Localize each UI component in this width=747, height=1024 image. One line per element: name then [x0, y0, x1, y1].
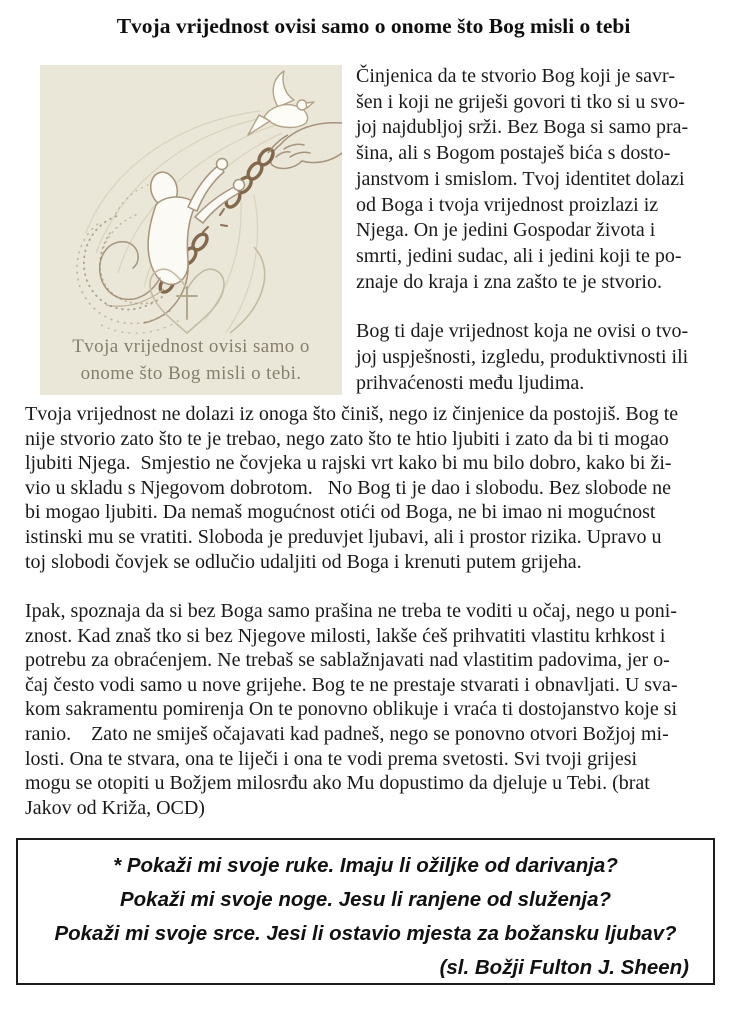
text-line: * Pokaži mi svoje ruke. Imaju li ožiljke od darivanja? — [113, 854, 618, 877]
text-line: Bog ti daje vrijednost koja ne ovisi o tvo- — [356, 320, 689, 343]
body-paragraph-1 — [25, 402, 678, 574]
illustration-caption — [40, 333, 342, 387]
text-line: losti. Ona te stvara, ona te liječi i ona te vodi prema svetosti. Svi tvoji grijesi — [25, 747, 638, 770]
text-line: mogu se otopiti u Božjem milosrđu ako Mu dopustimo da djeluje u Tebi. (brat — [25, 772, 650, 795]
text-line: istinski mu se vratiti. Sloboda je preduvjet ljubavi, ali i prostor rizika. Upravo u — [25, 525, 662, 548]
text-line: bi mogao ljubiti. Da nemaš mogućnost otići od Boga, ne bi imao ni mogućnost — [25, 501, 656, 524]
text-line: joj uspješnosti, izgledu, produktivnosti ili — [356, 346, 689, 369]
text-line: smrti, jedini sudac, ali i jedini koji te po- — [356, 244, 682, 267]
text-line: znaje do kraja i zna zašto te je stvorio. — [356, 270, 662, 293]
intro-column — [356, 64, 688, 396]
text-line: Jakov od Križa, OCD) — [25, 796, 205, 819]
paragraph-spacer — [356, 295, 688, 319]
quote-box — [16, 838, 715, 985]
page-title: Tvoja vrijednost ovisi samo o onome što Bog misli o tebi — [116, 14, 631, 38]
text-line: onome što Bog misli o tebi. — [80, 363, 302, 384]
text-line: joj najdubljoj srži. Bez Boga si samo pra- — [356, 116, 689, 139]
text-line: znost. Kad znaš tko si bez Njegove milosti, lakše ćeš prihvatiti vlastitu krhkost i — [25, 624, 666, 647]
body-paragraph-2 — [25, 599, 678, 820]
quote-attribution: (sl. Božji Fulton J. Sheen) — [439, 956, 689, 979]
religious-illustration — [40, 65, 342, 395]
text-line: toj slobodi čovjek se odlučio udaljiti od Boga i krenuti putem grijeha. — [25, 550, 582, 573]
text-line: Pokaži mi svoje srce. Jesi li ostavio mjesta za božansku ljubav? — [54, 922, 677, 945]
text-line: Tvoja vrijednost ne dolazi iz onoga što činiš, nego iz činjenice da postojiš. Bog te — [25, 403, 679, 425]
quote-lines — [18, 849, 713, 951]
intro-paragraph-2 — [356, 319, 688, 396]
text-line: vio u skladu s Njegovom dobrotom. No Bog ti je dao i slobodu. Bez slobode ne — [25, 476, 672, 499]
text-line: Ipak, spoznaja da si bez Boga samo prašina ne treba te voditi u očaj, nego u poni- — [25, 600, 678, 622]
text-line: ljubiti Njega. Smjestio ne čovjeka u rajski vrt kako bi mu bilo dobro, kako bi ži- — [25, 452, 672, 475]
text-line: Njega. On je jedini Gospodar života i — [356, 219, 656, 242]
text-line: prihvaćenosti među ljudima. — [356, 371, 585, 394]
text-line: nije stvorio zato što te je trebao, nego zato što te htio ljubiti i zato da bi ti mogao — [25, 427, 669, 450]
text-line: potrebu za obraćenjem. Ne trebaš se sablažnjavati nad vlastitim padovima, jer o- — [25, 649, 670, 672]
text-line: Tvoja vrijednost ovisi samo o — [72, 336, 310, 357]
text-line: ranio. Zato ne smiješ očajavati kad padneš, nego se ponovno otvori Božjoj mi- — [25, 722, 669, 745]
text-line: šina, ali s Bogom postaješ bića s dosto- — [356, 142, 671, 165]
text-line: Činjenica da te stvorio Bog koji je savr- — [356, 65, 675, 87]
intro-paragraph-1 — [356, 64, 688, 295]
text-line: čaj često vodi samo u nove grijehe. Bog te ne prestaje stvarati i obnavljati. U sva- — [25, 673, 678, 696]
text-line: kom sakramentu pomirenja On te ponovno oblikuje i vraća ti dostojanstvo koje si — [25, 698, 678, 721]
text-line: šen i koji ne griješi govori ti tko si u svo- — [356, 90, 685, 113]
text-line: od Boga i tvoja vrijednost proizlazi iz — [356, 193, 659, 216]
text-line: Pokaži mi svoje noge. Jesu li ranjene od služenja? — [119, 888, 611, 911]
text-line: janstvom i smislom. Tvoj identitet dolazi — [356, 167, 685, 190]
